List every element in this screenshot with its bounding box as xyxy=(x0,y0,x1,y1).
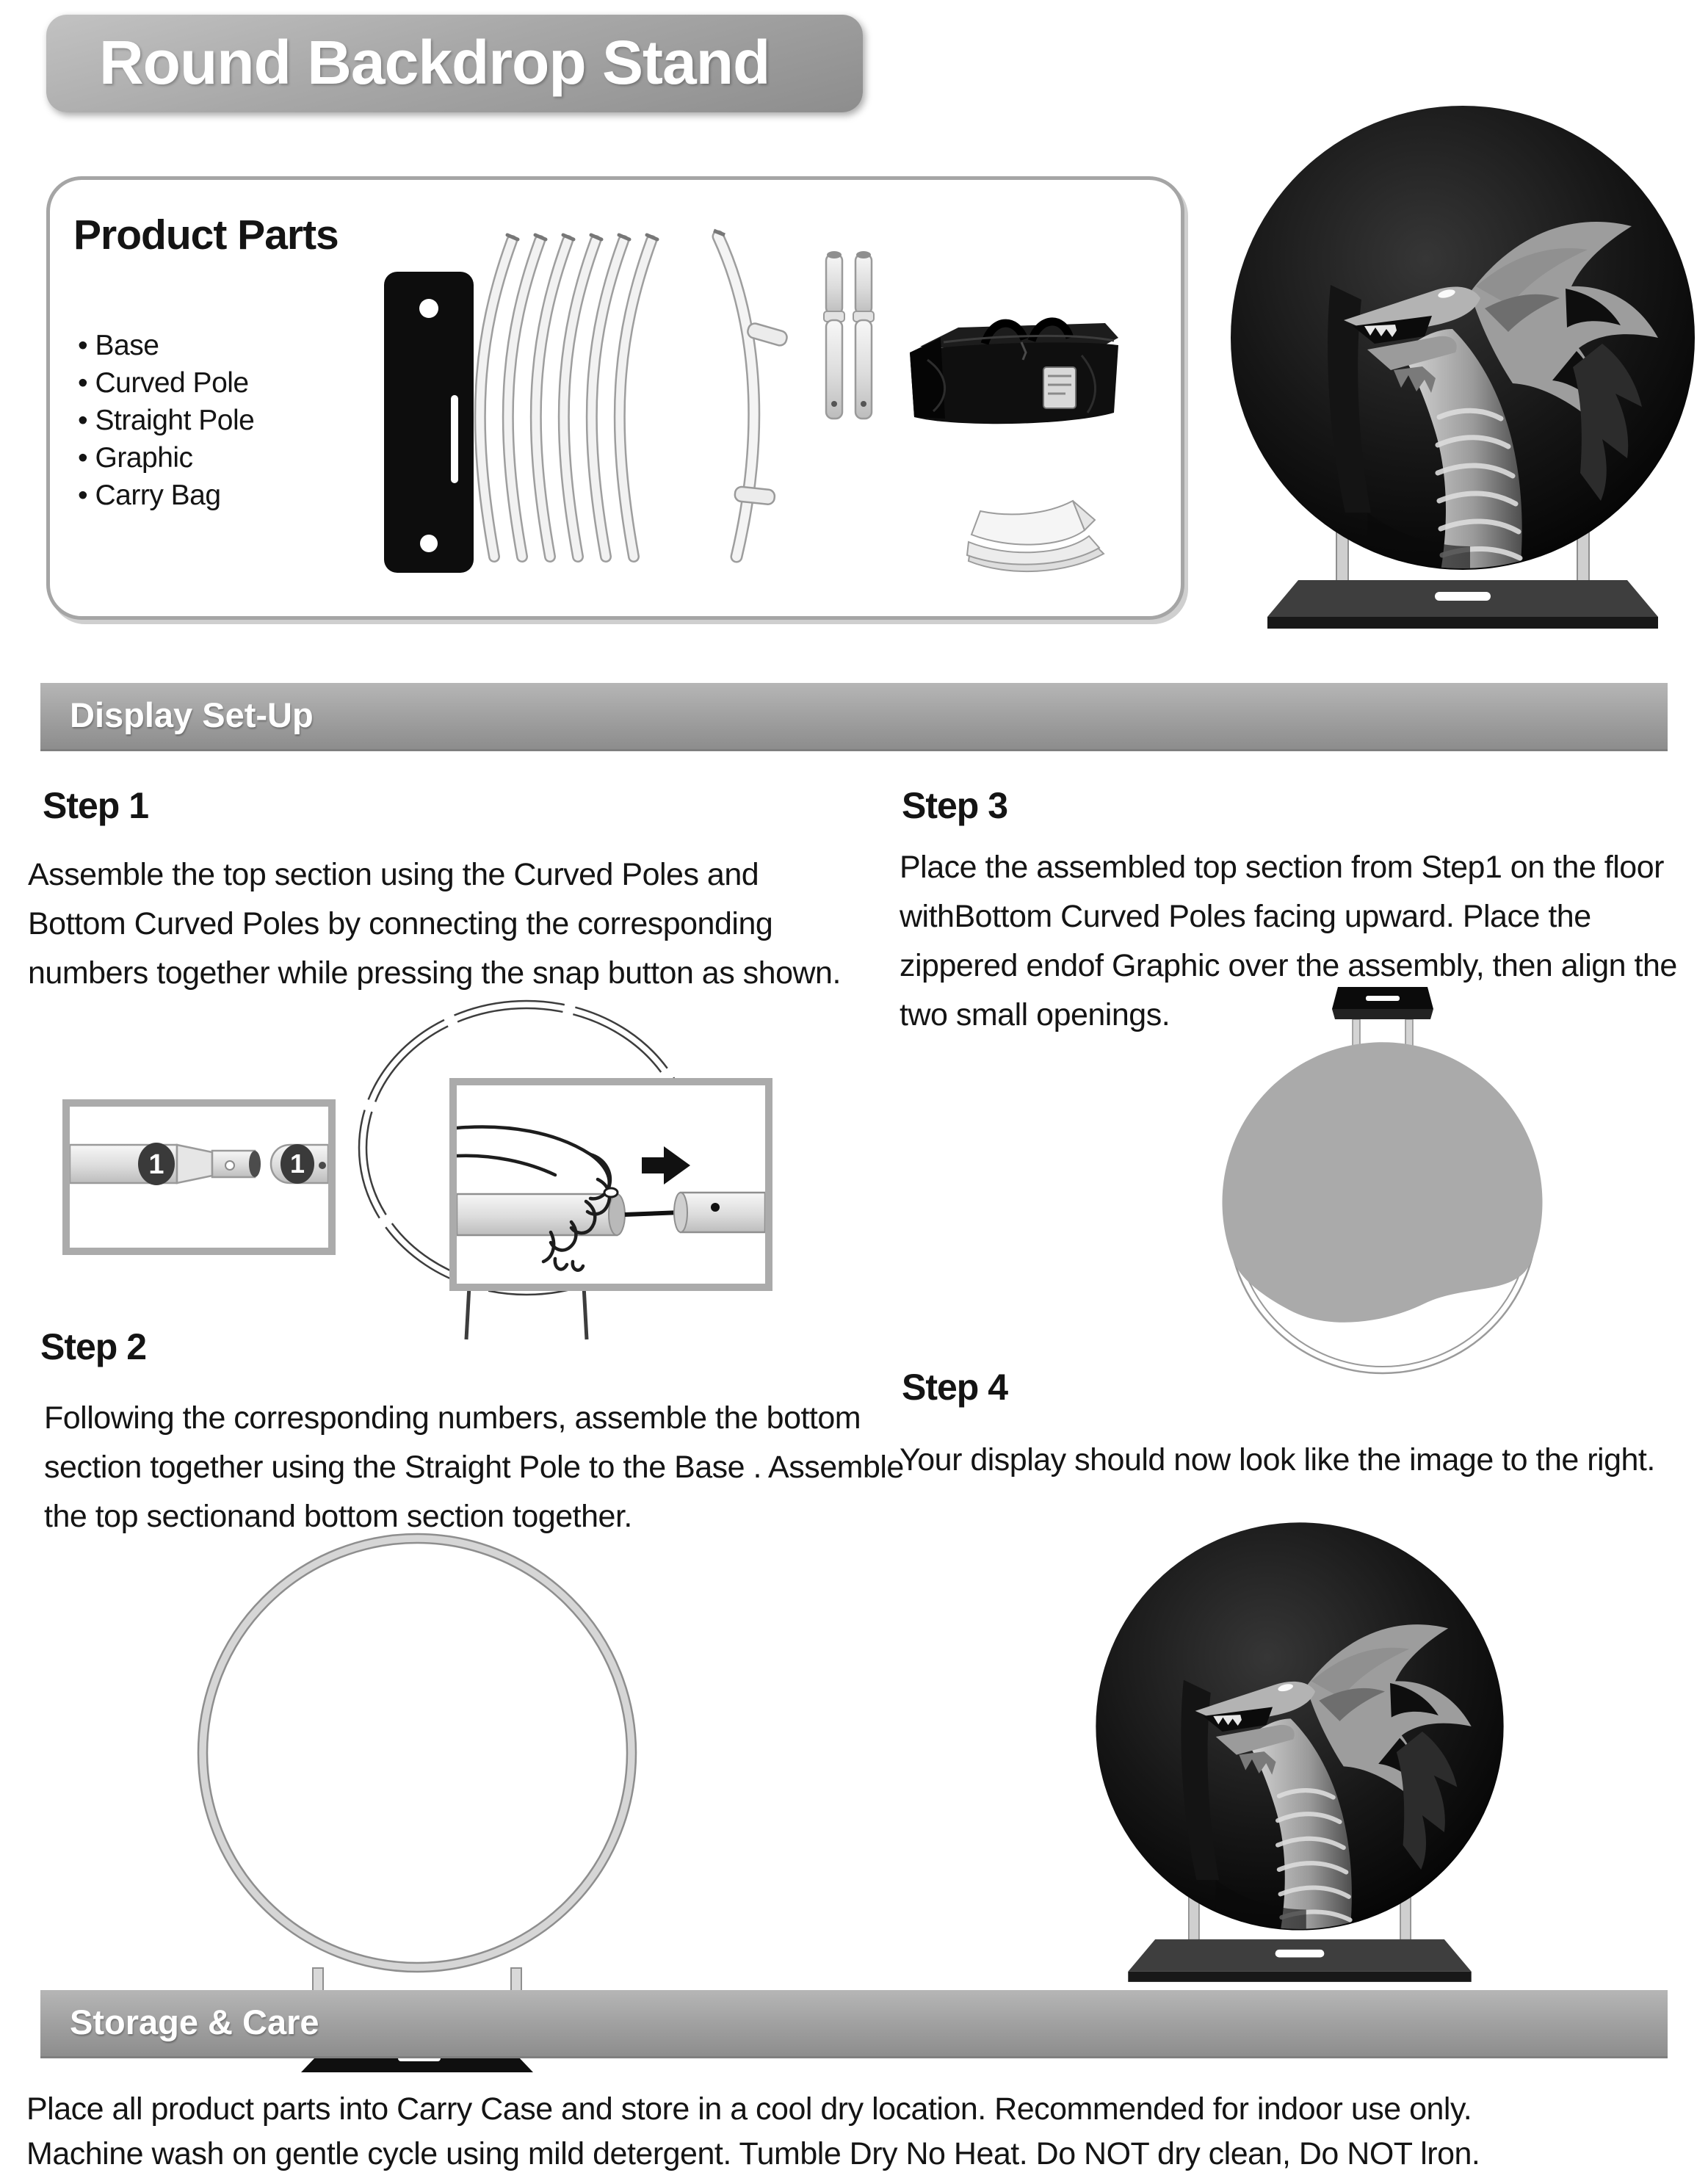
step4-heading: Step 4 xyxy=(902,1367,1008,1408)
step3-text: Place the assembled top section from Step1 on the floor withBottom Curved Poles facing upward. Place the zippered endof Graphic over the assembly, then align the two small openings. xyxy=(900,850,1677,1032)
display-setup-label: Display Set-Up xyxy=(70,695,314,734)
snap-button-art xyxy=(457,1085,765,1284)
step2-heading: Step 2 xyxy=(40,1326,147,1367)
carry-bag-image xyxy=(910,322,1118,424)
pole-right xyxy=(681,1193,765,1232)
part-item-straight-pole: • Straight Pole xyxy=(78,402,254,439)
product-parts-art xyxy=(54,184,1170,605)
storage-care-note xyxy=(26,2087,1693,2177)
pole-number-art xyxy=(70,1107,328,1248)
push-arrow-icon xyxy=(642,1146,690,1184)
graphic-cover xyxy=(1222,1042,1542,1323)
step3-graphic-illustration xyxy=(1198,983,1566,1379)
curved-poles-image xyxy=(480,235,657,557)
pole-number-inset xyxy=(62,1099,336,1255)
storage-note-line2: Machine wash on gentle cycle using mild detergent. Tumble Dry No Heat. Do NOT dry clean, Do NOT lron. xyxy=(26,2136,1480,2171)
page-title: Round Backdrop Stand xyxy=(99,28,770,97)
storage-care-label: Storage & Care xyxy=(70,2003,319,2041)
page-title-banner xyxy=(46,15,863,112)
step4-text: Your display should now look like the image to the right. xyxy=(900,1442,1655,1477)
storage-note-line1: Place all product parts into Carry Case and store in a cool dry location. Recommended for indoor use only. xyxy=(26,2091,1472,2127)
pole-number-right: 1 xyxy=(289,1149,305,1179)
straight-poles-image xyxy=(824,251,874,419)
snap-button xyxy=(604,1188,618,1197)
step1-text: Assemble the top section using the Curved Poles and Bottom Curved Poles by connecting the corresponding numbers together while pressing the snap button as shown. xyxy=(28,857,841,991)
step4-finished-display-image xyxy=(1087,1519,1513,1986)
step1-heading: Step 1 xyxy=(43,785,149,826)
part-item-base: • Base xyxy=(78,327,254,364)
bottom-curved-pole-image xyxy=(714,231,789,557)
part-item-carry-bag: • Carry Bag xyxy=(78,477,254,514)
product-parts-heading: Product Parts xyxy=(73,211,339,258)
finished-display-image xyxy=(1220,101,1705,634)
base-plate-image xyxy=(384,272,474,573)
connector-pin xyxy=(625,1212,681,1215)
pole-number-left: 1 xyxy=(148,1149,164,1180)
folded-graphic-image xyxy=(967,501,1104,571)
display-setup-banner xyxy=(40,683,1668,751)
product-parts-panel xyxy=(46,176,1184,620)
step3-heading: Step 3 xyxy=(902,785,1008,826)
storage-care-banner xyxy=(40,1990,1668,2058)
part-item-graphic: • Graphic xyxy=(78,439,254,477)
snap-hole xyxy=(711,1203,720,1212)
step2-text: Following the corresponding numbers, assemble the bottom section together using the Straight Pole to the Base . Assemble the top sectionand bottom section together. xyxy=(44,1400,904,1534)
snap-button-inset xyxy=(449,1078,772,1291)
part-item-curved-pole: • Curved Pole xyxy=(78,364,254,402)
